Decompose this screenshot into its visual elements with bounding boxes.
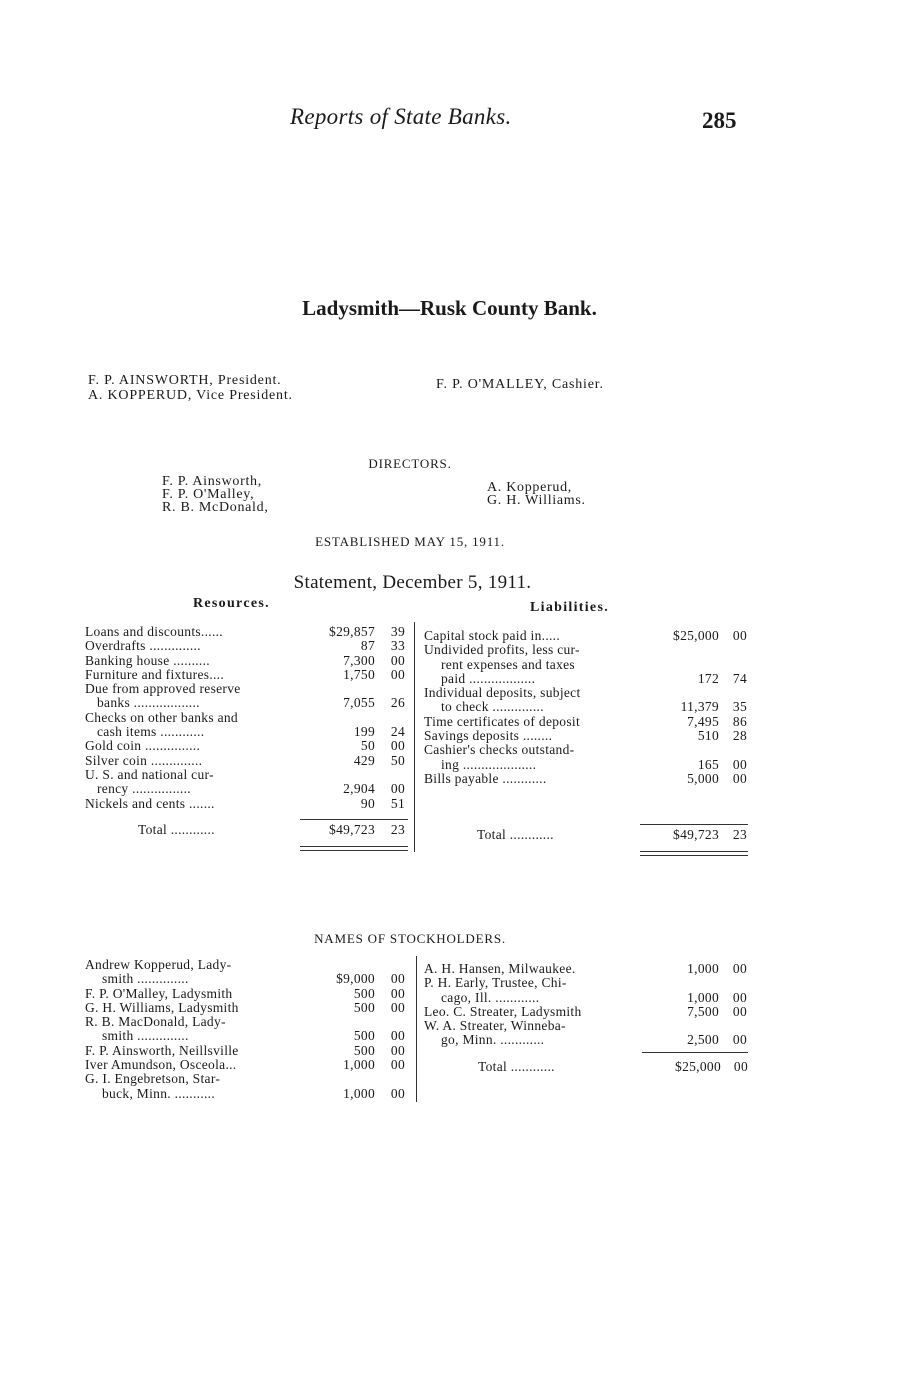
row-label: to check .............. xyxy=(441,699,544,715)
row-label: banks .................. xyxy=(97,695,200,711)
total-dollars: $49,723 xyxy=(329,822,375,837)
stockholder-row xyxy=(424,976,749,990)
stockholder-row xyxy=(424,962,749,976)
row-dollars: 90 xyxy=(360,795,375,811)
director-name: F. P. O'Malley, xyxy=(162,487,255,502)
row-dollars: 50 xyxy=(360,738,375,754)
row-cents: 33 xyxy=(390,638,405,654)
row-dollars: 510 xyxy=(697,728,719,744)
resources-table xyxy=(85,625,410,811)
liability-row xyxy=(424,729,749,743)
row-cents: 39 xyxy=(390,624,405,639)
row-label: Gold coin ............... xyxy=(85,738,201,754)
row-label: Checks on other banks and xyxy=(85,709,238,725)
director-name: R. B. McDonald, xyxy=(162,500,269,515)
row-label: U. S. and national cur- xyxy=(85,766,214,782)
liability-row xyxy=(424,672,749,686)
row-dollars: 1,000 xyxy=(687,961,719,976)
resources-double-rule xyxy=(300,850,408,851)
row-dollars: 2,904 xyxy=(343,781,375,797)
row-dollars: $29,857 xyxy=(329,624,375,639)
liabilities-table xyxy=(424,629,749,786)
row-cents: 00 xyxy=(732,1003,747,1019)
liability-row xyxy=(424,700,749,714)
liabilities-heading: Liabilities. xyxy=(530,600,609,615)
liabilities-double-rule xyxy=(640,851,748,852)
row-label: Nickels and cents ....... xyxy=(85,795,215,811)
director-name: G. H. Williams. xyxy=(487,493,586,508)
row-label: Bills payable ............ xyxy=(424,770,547,786)
row-dollars: 165 xyxy=(697,756,719,772)
row-label: G. H. Williams, Ladysmith xyxy=(85,999,239,1015)
row-label: Silver coin .............. xyxy=(85,752,203,768)
liability-row xyxy=(424,686,749,700)
liability-row xyxy=(424,658,749,672)
row-dollars: 87 xyxy=(360,638,375,654)
row-dollars: 500 xyxy=(353,985,375,1001)
row-label: G. I. Engebretson, Star- xyxy=(85,1071,221,1087)
resource-row xyxy=(85,711,410,725)
directors-left xyxy=(162,475,269,514)
total-label: Total ............ xyxy=(477,827,554,842)
resource-row xyxy=(85,797,410,811)
total-label: Total ............ xyxy=(478,1059,555,1074)
row-dollars: 500 xyxy=(353,999,375,1015)
resources-total-row xyxy=(85,823,410,837)
total-cents: 23 xyxy=(732,827,747,842)
stockholders-divider xyxy=(416,956,417,1102)
stockholders-right-table xyxy=(424,962,749,1048)
total-cents: 23 xyxy=(390,822,405,837)
resource-row xyxy=(85,682,410,696)
row-cents: 51 xyxy=(390,795,405,811)
row-dollars: 1,000 xyxy=(343,1085,375,1101)
row-dollars: $9,000 xyxy=(336,971,375,987)
row-cents: 00 xyxy=(390,1042,405,1058)
row-label: Savings deposits ........ xyxy=(424,728,553,744)
officer-cashier: F. P. O'MALLEY, Cashier. xyxy=(436,377,604,392)
liability-row xyxy=(424,758,749,772)
stockholders-heading: NAMES OF STOCKHOLDERS. xyxy=(314,931,506,946)
row-cents: 00 xyxy=(390,666,405,682)
resources-double-rule xyxy=(300,846,408,847)
resource-row xyxy=(85,625,410,639)
row-label: Loans and discounts...... xyxy=(85,624,223,639)
resource-row xyxy=(85,696,410,710)
row-label: Leo. C. Streater, Ladysmith xyxy=(424,1003,582,1019)
row-cents: 00 xyxy=(390,1085,405,1101)
resource-row xyxy=(85,639,410,653)
row-cents: 00 xyxy=(732,989,747,1005)
column-divider xyxy=(414,622,415,852)
total-dollars: $25,000 xyxy=(675,1059,721,1074)
row-label: Undivided profits, less cur- xyxy=(424,642,580,658)
liabilities-total-rule xyxy=(640,824,748,825)
row-cents: 00 xyxy=(390,781,405,797)
row-label: ing .................... xyxy=(441,756,537,772)
directors-heading: DIRECTORS. xyxy=(368,456,452,471)
row-label: R. B. MacDonald, Lady- xyxy=(85,1014,226,1030)
row-dollars: 500 xyxy=(353,1028,375,1044)
row-cents: 86 xyxy=(732,713,747,729)
stockholder-row xyxy=(85,1058,410,1072)
liability-row xyxy=(424,715,749,729)
stockholder-row xyxy=(85,958,410,972)
row-label: cago, Ill. ............ xyxy=(441,989,540,1005)
row-label: F. P. Ainsworth, Neillsville xyxy=(85,1042,239,1058)
stockholders-left-table xyxy=(85,958,410,1101)
row-cents: 74 xyxy=(732,670,747,686)
total-label: Total ............ xyxy=(138,822,215,837)
director-name: F. P. Ainsworth, xyxy=(162,474,262,489)
row-cents: 00 xyxy=(390,985,405,1001)
row-cents: 00 xyxy=(732,1032,747,1048)
stockholders-total-rule xyxy=(642,1052,748,1053)
row-cents: 00 xyxy=(390,999,405,1015)
row-label: Furniture and fixtures.... xyxy=(85,666,225,682)
row-dollars: $25,000 xyxy=(673,628,719,643)
resource-row xyxy=(85,782,410,796)
page-number: 285 xyxy=(702,108,737,133)
liability-row xyxy=(424,743,749,757)
row-dollars: 500 xyxy=(353,1042,375,1058)
resources-total-rule xyxy=(300,819,408,820)
row-label: paid .................. xyxy=(441,670,536,686)
liabilities-total-row xyxy=(424,828,749,842)
row-cents: 26 xyxy=(390,695,405,711)
stockholder-row xyxy=(85,987,410,1001)
liability-row xyxy=(424,643,749,657)
total-cents: 00 xyxy=(733,1059,748,1074)
stockholder-row xyxy=(424,1005,749,1019)
director-name: A. Kopperud, xyxy=(487,480,572,495)
row-cents: 24 xyxy=(390,724,405,740)
directors-right xyxy=(487,481,586,507)
row-cents: 35 xyxy=(732,699,747,715)
row-label: buck, Minn. ........... xyxy=(102,1085,216,1101)
row-label: A. H. Hansen, Milwaukee. xyxy=(424,961,576,976)
row-cents: 00 xyxy=(390,738,405,754)
row-cents: 00 xyxy=(390,971,405,987)
resource-row xyxy=(85,725,410,739)
row-dollars: 7,500 xyxy=(687,1003,719,1019)
resource-row xyxy=(85,768,410,782)
row-dollars: 199 xyxy=(353,724,375,740)
row-dollars: 7,055 xyxy=(343,695,375,711)
row-dollars: 1,750 xyxy=(343,666,375,682)
stockholder-row xyxy=(85,1087,410,1101)
row-label: rency ................ xyxy=(97,781,191,797)
stockholder-row xyxy=(424,1033,749,1047)
resources-heading: Resources. xyxy=(193,596,270,611)
row-label: Overdrafts .............. xyxy=(85,638,201,654)
running-head-title: Reports of State Banks. xyxy=(290,104,512,129)
row-dollars: 172 xyxy=(697,670,719,686)
stockholder-row xyxy=(85,1029,410,1043)
officer-president: F. P. AINSWORTH, President. xyxy=(88,373,282,388)
row-label: go, Minn. ............ xyxy=(441,1032,545,1048)
row-cents: 00 xyxy=(390,1028,405,1044)
stockholder-row xyxy=(85,1044,410,1058)
bank-title: Ladysmith—Rusk County Bank. xyxy=(302,296,597,320)
total-dollars: $49,723 xyxy=(673,827,719,842)
resource-row xyxy=(85,668,410,682)
liabilities-double-rule xyxy=(640,855,748,856)
resource-row xyxy=(85,739,410,753)
row-dollars: 2,500 xyxy=(687,1032,719,1048)
statement-title: Statement, December 5, 1911. xyxy=(293,572,532,593)
row-label: Iver Amundson, Osceola... xyxy=(85,1057,237,1073)
row-dollars: 1,000 xyxy=(687,989,719,1005)
officer-vice-president: A. KOPPERUD, Vice President. xyxy=(88,388,293,403)
row-dollars: 1,000 xyxy=(343,1057,375,1073)
row-label: Individual deposits, subject xyxy=(424,685,581,701)
resource-row xyxy=(85,754,410,768)
row-dollars: 5,000 xyxy=(687,770,719,786)
liability-row xyxy=(424,772,749,786)
row-label: Cashier's checks outstand- xyxy=(424,742,575,758)
stockholder-row xyxy=(424,991,749,1005)
row-dollars: 7,495 xyxy=(687,713,719,729)
stockholder-row xyxy=(85,1072,410,1086)
row-label: Banking house .......... xyxy=(85,652,210,668)
row-label: Capital stock paid in..... xyxy=(424,628,561,643)
row-label: W. A. Streater, Winneba- xyxy=(424,1018,566,1034)
row-cents: 50 xyxy=(390,752,405,768)
row-cents: 00 xyxy=(732,628,747,643)
row-cents: 00 xyxy=(732,756,747,772)
row-label: Due from approved reserve xyxy=(85,681,241,697)
resource-row xyxy=(85,654,410,668)
row-dollars: 429 xyxy=(353,752,375,768)
row-dollars: 11,379 xyxy=(680,699,719,715)
row-label: smith .............. xyxy=(102,971,189,987)
stockholder-row xyxy=(85,972,410,986)
row-label: Andrew Kopperud, Lady- xyxy=(85,957,232,972)
row-label: F. P. O'Malley, Ladysmith xyxy=(85,985,233,1001)
row-dollars: 7,300 xyxy=(343,652,375,668)
row-cents: 28 xyxy=(732,728,747,744)
row-label: Time certificates of deposit xyxy=(424,713,580,729)
row-cents: 00 xyxy=(732,961,747,976)
row-label: smith .............. xyxy=(102,1028,189,1044)
liability-row xyxy=(424,629,749,643)
row-cents: 00 xyxy=(390,1057,405,1073)
row-label: rent expenses and taxes xyxy=(441,656,575,672)
stockholder-row xyxy=(85,1001,410,1015)
stockholder-row xyxy=(85,1015,410,1029)
row-cents: 00 xyxy=(732,770,747,786)
running-head xyxy=(0,104,899,134)
established-line: ESTABLISHED MAY 15, 1911. xyxy=(315,534,505,549)
row-label: cash items ............ xyxy=(97,724,205,740)
row-label: P. H. Early, Trustee, Chi- xyxy=(424,975,567,991)
stockholders-total-row xyxy=(424,1060,749,1074)
stockholder-row xyxy=(424,1019,749,1033)
row-cents: 00 xyxy=(390,652,405,668)
